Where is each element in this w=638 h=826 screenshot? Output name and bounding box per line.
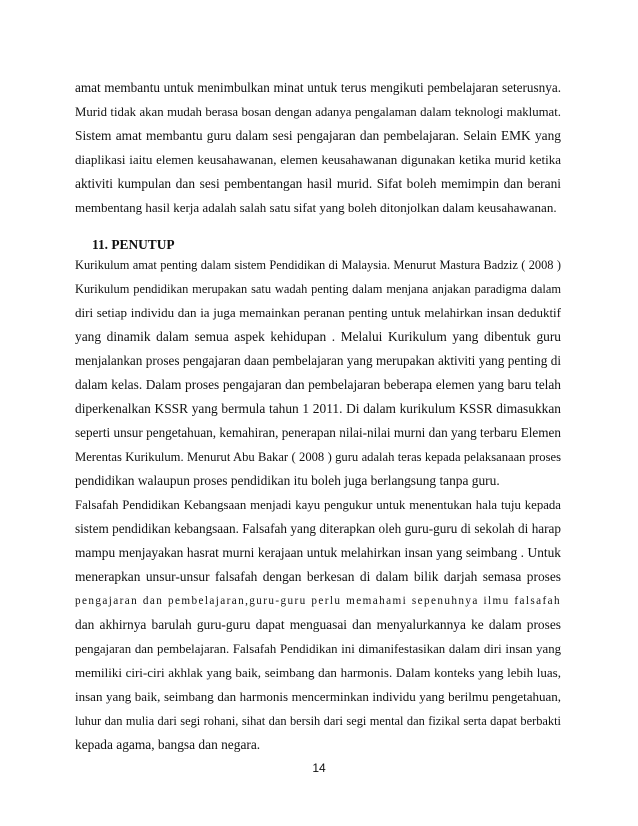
- body-text-line: menjalankan proses pengajaran daan pembelajaran yang merupakan aktiviti yang penting di: [75, 353, 561, 368]
- body-text-line: memiliki ciri-ciri akhlak yang baik, seimbang dan harmonis. Dalam konteks yang lebih luas,: [75, 665, 561, 680]
- body-text-line: pendidikan walaupun proses pendidikan itu boleh juga berlangsung tanpa guru.: [75, 473, 500, 488]
- body-text-line: diperkenalkan KSSR yang bermula tahun 1 2011. Di dalam kurikulum KSSR dimasukkan: [75, 401, 561, 416]
- body-text-line: membentang hasil kerja adalah salah satu sifat yang boleh ditonjolkan dalam keusahawanan.: [75, 200, 557, 215]
- page-number: 14: [312, 761, 326, 775]
- body-text-line: pengajaran dan pembelajaran. Falsafah Pendidikan ini dimanifestasikan dalam diri insan yang: [75, 642, 561, 656]
- body-text-line: Kurikulum pendidikan merupakan satu wadah penting dalam menjana anjakan paradigma dalam: [75, 282, 561, 296]
- body-text-line: seperti unsur pengetahuan, kemahiran, penerapan nilai-nilai murni dan yang terbaru Elemen: [75, 425, 561, 440]
- body-text-line: Kurikulum amat penting dalam sistem Pendidikan di Malaysia. Menurut Mastura Badziz ( 2008 ): [75, 258, 561, 272]
- body-text-line: Sistem amat membantu guru dalam sesi pengajaran dan pembelajaran. Selain EMK yang: [75, 128, 561, 143]
- body-text-line: dalam kelas. Dalam proses pengajaran dan pembelajaran beberapa elemen yang baru telah: [75, 377, 561, 392]
- body-text-line: luhur dan mulia dari segi rohani, sihat dan bersih dari segi mental dan fizikal serta dapat berbakti: [75, 714, 561, 728]
- body-text-line: sistem pendidikan kebangsaan. Falsafah yang diterapkan oleh guru-guru di sekolah di harap: [75, 521, 561, 536]
- body-text-line: insan yang baik, seimbang dan harmonis mencerminkan individu yang berilmu pengetahuan,: [75, 689, 561, 704]
- body-text-line: kepada agama, bangsa dan negara.: [75, 737, 261, 752]
- body-text-line: diri setiap individu dan ia juga memainkan peranan penting untuk melahirkan insan deduktif: [75, 305, 561, 320]
- body-text-line: amat membantu untuk menimbulkan minat untuk terus mengikuti pembelajaran seterusnya.: [75, 80, 561, 95]
- body-text-line: menerapkan unsur-unsur falsafah dengan berkesan di dalam bilik darjah semasa proses: [75, 569, 561, 584]
- body-text-line: pengajaran dan pembelajaran,guru-guru perlu memahami sepenuhnya ilmu falsafah: [75, 595, 561, 607]
- body-text-line: Murid tidak akan mudah berasa bosan dengan adanya pengalaman dalam teknologi maklumat.: [75, 105, 561, 119]
- body-text-line: dan akhirnya barulah guru-guru dapat menguasai dan menyalurkannya ke dalam proses: [75, 617, 561, 632]
- body-text-line: Merentas Kurikulum. Menurut Abu Bakar ( 2008 ) guru adalah teras kepada pelaksanaan proses: [75, 450, 561, 464]
- body-text-line: Falsafah Pendidikan Kebangsaan menjadi kayu pengukur untuk menentukan hala tuju kepada: [75, 498, 561, 512]
- body-text-line: yang dinamik dalam semua aspek kehidupan . Melalui Kurikulum yang dibentuk guru: [75, 329, 561, 344]
- section-heading: 11. PENUTUP: [92, 237, 175, 252]
- body-text-line: mampu menjayakan hasrat murni kerajaan untuk melahirkan insan yang seimbang . Untuk: [75, 545, 561, 560]
- body-text-line: diaplikasi iaitu elemen keusahawanan, elemen keusahawanan digunakan ketika murid ketika: [75, 152, 561, 167]
- body-text-line: aktiviti kumpulan dan sesi pembentangan hasil murid. Sifat boleh memimpin dan berani: [75, 176, 561, 191]
